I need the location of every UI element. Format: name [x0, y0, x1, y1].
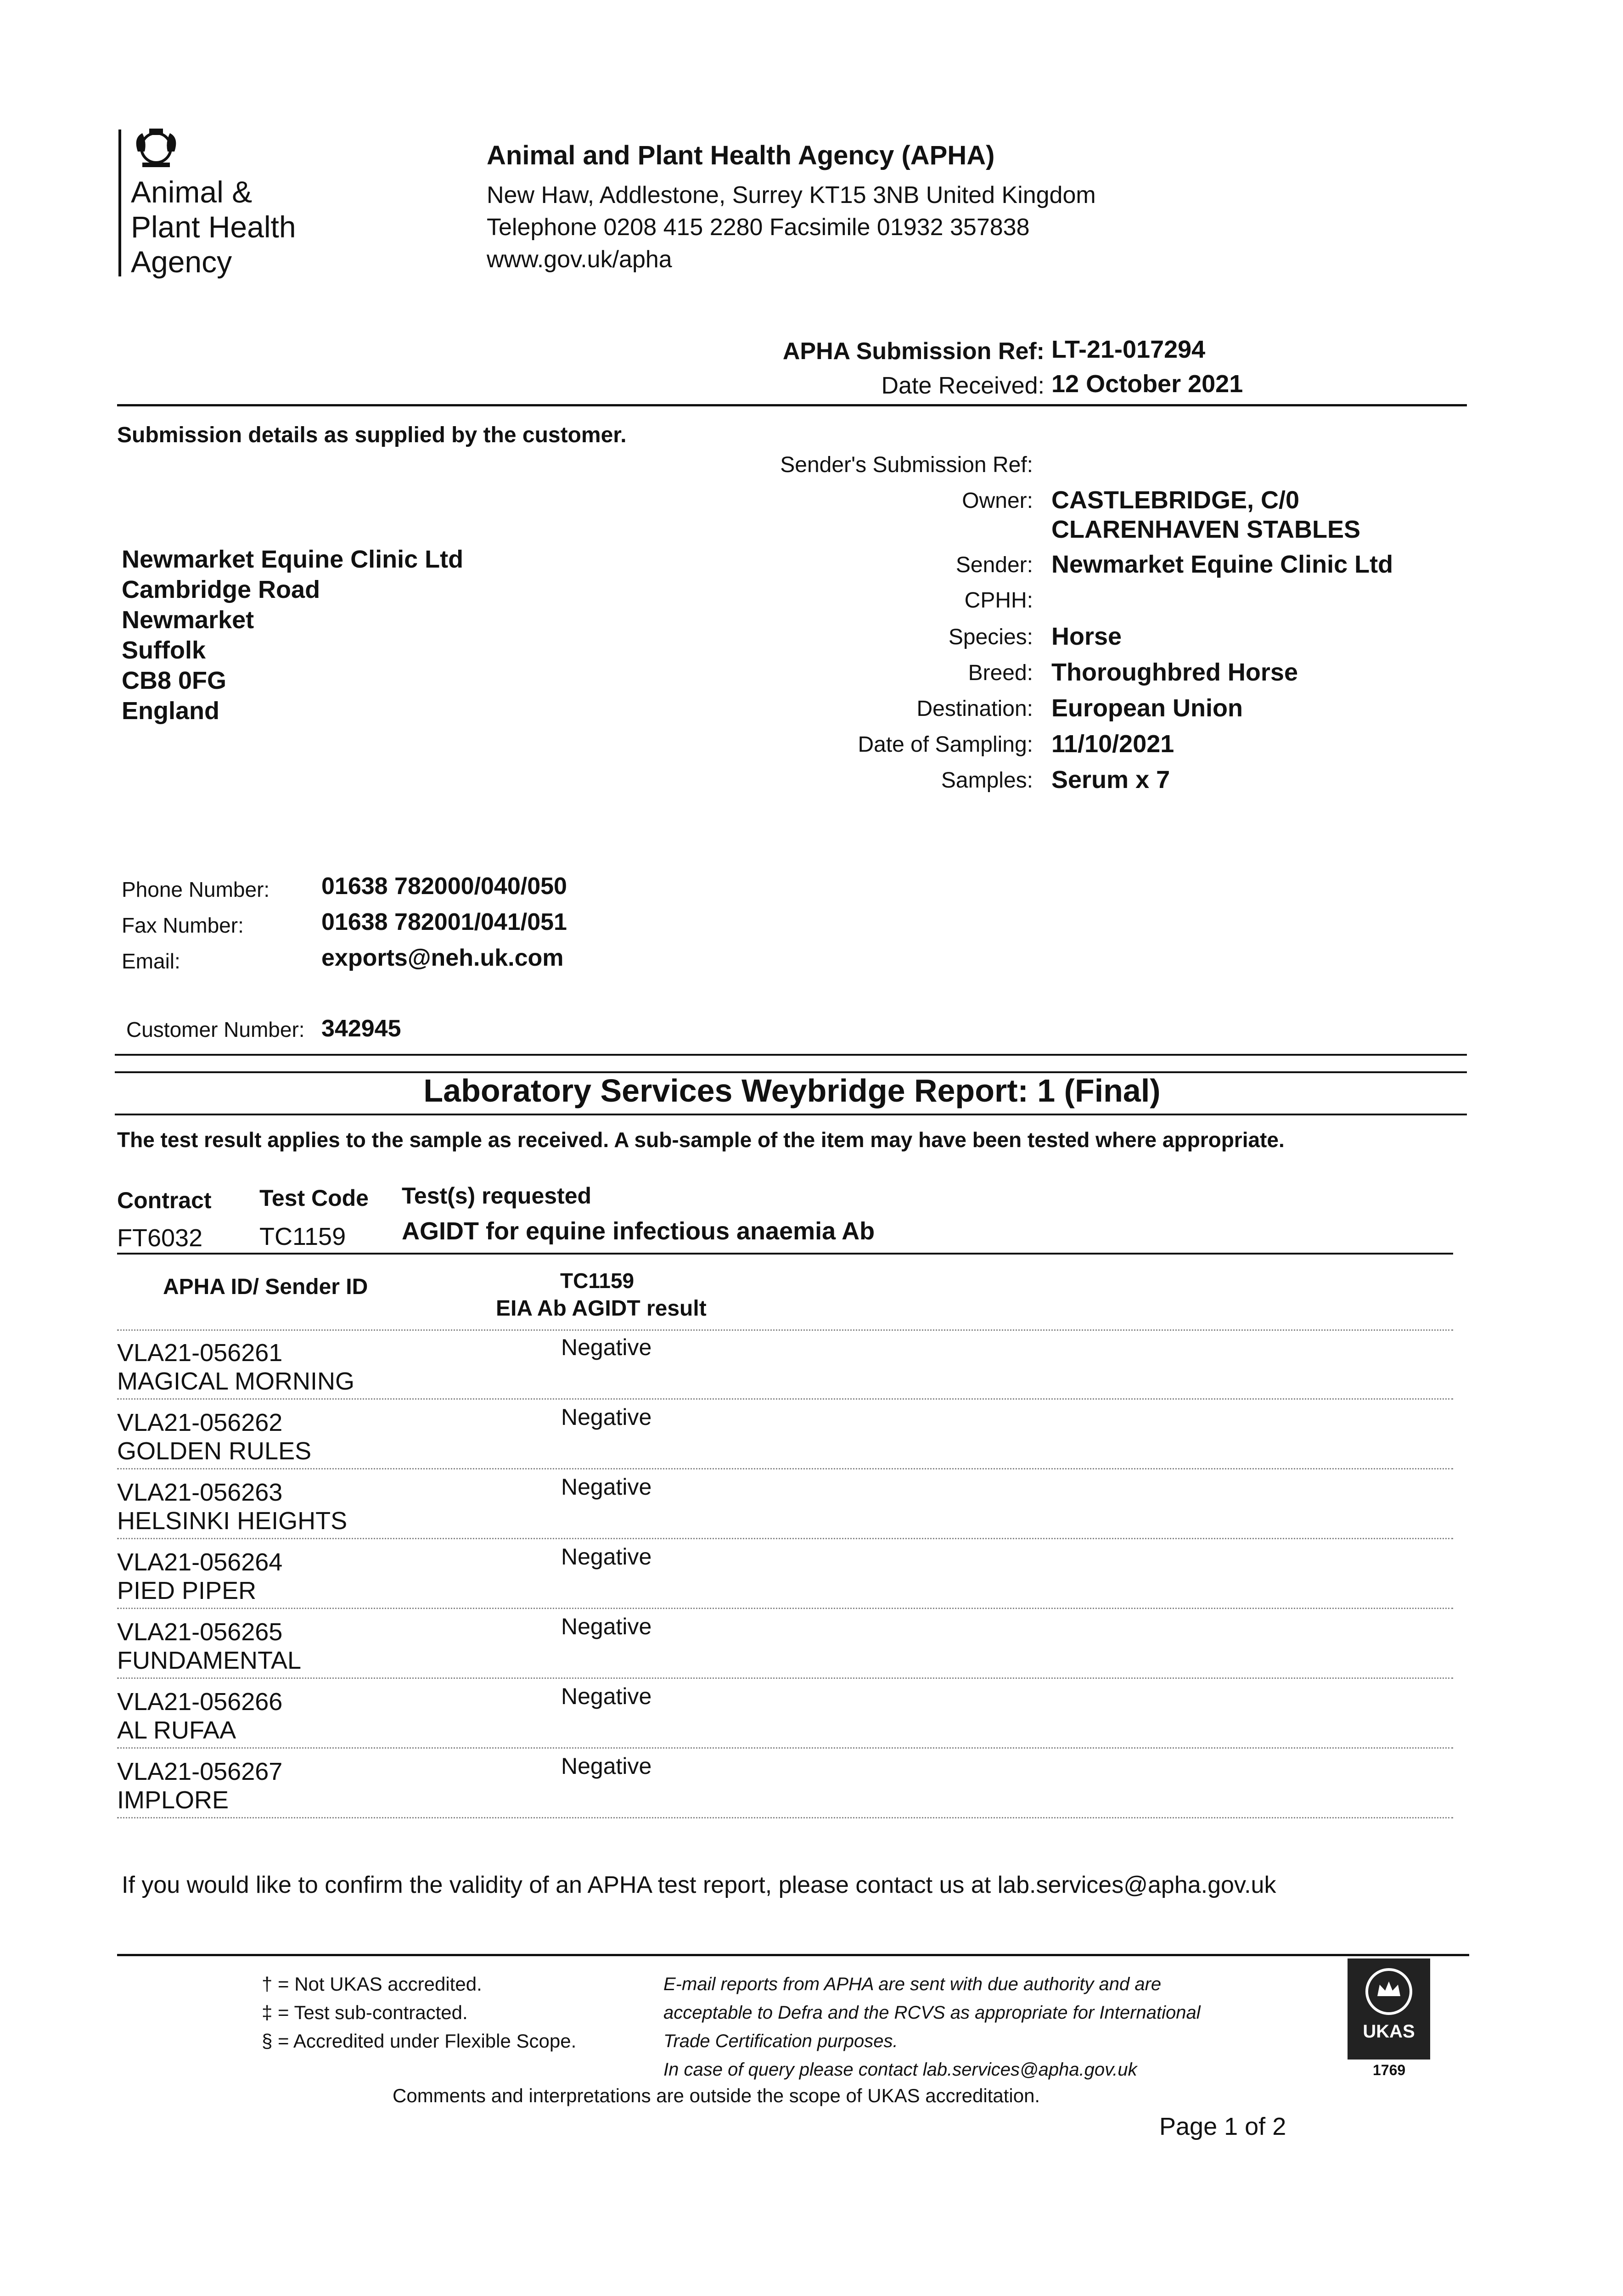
email-note: [663, 1970, 1306, 2084]
result-value: Negative: [561, 1544, 652, 1570]
submission-ref-value: LT-21-017294: [1051, 336, 1206, 363]
owner-value: CASTLEBRIDGE, C/0: [1051, 486, 1300, 514]
date-of-sampling-value: 11/10/2021: [1051, 730, 1174, 758]
legend-not-accredited: † = Not UKAS accredited.: [262, 1973, 482, 1995]
sender-label: Sender:: [955, 553, 1033, 577]
address-line: Newmarket: [122, 606, 254, 634]
results-name-header: EIA Ab AGIDT result: [496, 1296, 707, 1321]
legend-flexible-scope: § = Accredited under Flexible Scope.: [262, 2030, 577, 2052]
report-rule-top: [115, 1054, 1467, 1056]
row-divider: [117, 1608, 1453, 1609]
sender-id: MAGICAL MORNING: [117, 1367, 355, 1395]
apha-id: VLA21-056263: [117, 1479, 283, 1506]
footnote-legend: [262, 1970, 620, 2055]
submission-details-note: Submission details as supplied by the customer.: [117, 423, 627, 447]
fax-label: Fax Number:: [122, 913, 244, 937]
footer-rule: [117, 1954, 1469, 1956]
apha-id: VLA21-056262: [117, 1409, 283, 1436]
tests-requested-header: Test(s) requested: [402, 1183, 592, 1209]
report-title: Laboratory Services Weybridge Report: 1 (Final): [423, 1073, 1161, 1109]
header-rule: [117, 404, 1467, 406]
submission-ref-label: APHA Submission Ref:: [782, 338, 1045, 365]
species-label: Species:: [948, 625, 1033, 649]
apha-id: VLA21-056267: [117, 1758, 283, 1785]
sender-id: PIED PIPER: [117, 1577, 257, 1604]
phone-value: 01638 782000/040/050: [321, 873, 567, 900]
row-divider: [117, 1677, 1453, 1679]
email-note-line: In case of query please contact lab.services@apha.gov.uk: [663, 2060, 1137, 2080]
senders-ref-label: Sender's Submission Ref:: [780, 453, 1033, 477]
sender-id: HELSINKI HEIGHTS: [117, 1507, 348, 1535]
result-value: Negative: [561, 1614, 652, 1639]
destination-value: European Union: [1051, 694, 1243, 722]
address-line: CB8 0FG: [122, 667, 227, 694]
customer-address: [122, 544, 581, 726]
sender-id: IMPLORE: [117, 1786, 229, 1814]
apha-id: VLA21-056266: [117, 1688, 283, 1716]
species-value: Horse: [1051, 623, 1122, 650]
samples-label: Samples:: [941, 768, 1033, 793]
cphh-label: CPHH:: [964, 588, 1033, 613]
breed-label: Breed:: [968, 661, 1033, 685]
ukas-label: UKAS: [1363, 2021, 1415, 2042]
sender-value: Newmarket Equine Clinic Ltd: [1051, 551, 1393, 578]
date-received-value: 12 October 2021: [1051, 370, 1243, 398]
apha-id: VLA21-056265: [117, 1618, 283, 1646]
report-title-rule: [115, 1114, 1467, 1115]
agency-address: New Haw, Addlestone, Surrey KT15 3NB United Kingdom: [487, 182, 1096, 208]
email-note-line: acceptable to Defra and the RCVS as appropriate for International: [663, 2003, 1201, 2023]
row-divider: [117, 1398, 1453, 1400]
results-id-header: APHA ID/ Sender ID: [163, 1275, 368, 1299]
results-code-header: TC1159: [560, 1269, 635, 1293]
comments-note: Comments and interpretations are outside the scope of UKAS accreditation.: [393, 2085, 1040, 2106]
logo-divider: [118, 129, 121, 276]
ukas-number: 1769: [1373, 2062, 1406, 2078]
fax-value: 01638 782001/041/051: [321, 909, 567, 935]
row-divider: [117, 1468, 1453, 1469]
apha-id: VLA21-056264: [117, 1548, 283, 1576]
date-received-label: Date Received:: [881, 372, 1045, 399]
email-value[interactable]: exports@neh.uk.com: [321, 945, 564, 971]
customer-number-label: Customer Number:: [126, 1018, 305, 1041]
result-value: Negative: [561, 1404, 652, 1430]
row-divider: [117, 1747, 1453, 1749]
sender-id: AL RUFAA: [117, 1716, 236, 1744]
owner-label: Owner:: [962, 489, 1033, 513]
test-code-value: TC1159: [259, 1223, 346, 1250]
ukas-badge: [1348, 1958, 1430, 2060]
destination-label: Destination:: [916, 697, 1033, 721]
breed-value: Thoroughbred Horse: [1051, 658, 1298, 686]
address-line: Suffolk: [122, 636, 206, 664]
address-line: Newmarket Equine Clinic Ltd: [122, 546, 464, 573]
tests-requested-value: AGIDT for equine infectious anaemia Ab: [402, 1217, 875, 1245]
test-row-rule: [117, 1253, 1453, 1255]
agency-phones: Telephone 0208 415 2280 Facsimile 01932 357838: [487, 214, 1030, 241]
test-code-header: Test Code: [259, 1185, 369, 1211]
customer-number-value: 342945: [321, 1015, 401, 1042]
contract-header: Contract: [117, 1187, 212, 1213]
result-value: Negative: [561, 1753, 652, 1779]
validity-note: If you would like to confirm the validity of an APHA test report, please contact us at lab.services@apha.gov.uk: [122, 1872, 1276, 1898]
email-label: Email:: [122, 949, 180, 973]
agency-name: Animal and Plant Health Agency (APHA): [487, 141, 995, 170]
row-divider: [117, 1538, 1453, 1539]
results-header-divider: [117, 1329, 1453, 1331]
samples-value: Serum x 7: [1051, 766, 1170, 793]
legend-sub-contracted: ‡ = Test sub-contracted.: [262, 2002, 468, 2023]
applies-note: The test result applies to the sample as received. A sub-sample of the item may have been tested where appropriate.: [117, 1128, 1285, 1152]
sender-id: GOLDEN RULES: [117, 1437, 312, 1465]
result-value: Negative: [561, 1683, 652, 1709]
result-value: Negative: [561, 1474, 652, 1500]
crown-icon: [1361, 1964, 1416, 2019]
page-indicator: Page 1 of 2: [1159, 2113, 1286, 2140]
email-note-line: Trade Certification purposes.: [663, 2031, 898, 2051]
sender-id: FUNDAMENTAL: [117, 1647, 302, 1674]
address-line: England: [122, 697, 219, 725]
email-note-line: E-mail reports from APHA are sent with due authority and are: [663, 1974, 1162, 1994]
address-line: Cambridge Road: [122, 576, 320, 603]
result-value: Negative: [561, 1334, 652, 1360]
royal-crest-icon: [129, 124, 184, 172]
row-divider: [117, 1817, 1453, 1818]
owner-value-line2: CLARENHAVEN STABLES: [1051, 516, 1361, 543]
apha-id: VLA21-056261: [117, 1339, 283, 1367]
date-of-sampling-label: Date of Sampling:: [858, 732, 1033, 757]
agency-website[interactable]: www.gov.uk/apha: [487, 246, 672, 273]
phone-label: Phone Number:: [122, 878, 270, 901]
agency-logo-text: Animal & Plant Health Agency: [131, 175, 296, 279]
contract-value: FT6032: [117, 1224, 203, 1252]
